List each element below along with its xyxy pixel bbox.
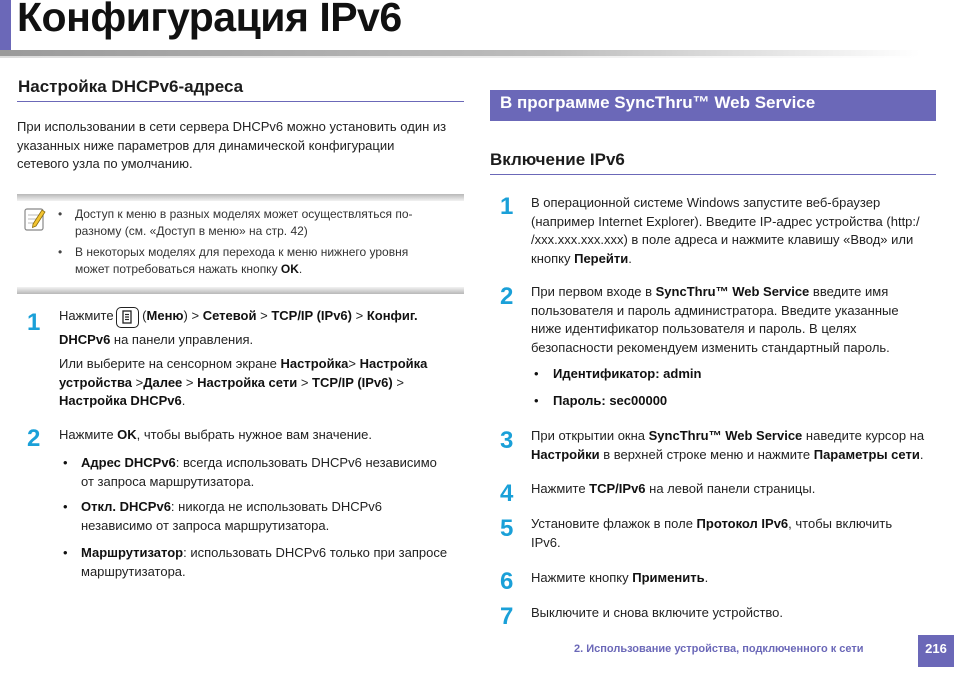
credential-user-id: • Идентификатор: admin [534,366,702,381]
note-bullet-2: • В некоторых моделях для перехода к меню нижнего уровня может потребоваться нажать кнопку OK. [58,245,409,276]
note-bottom-border [17,287,464,294]
option-dhcpv6-off: • Откл. DHCPv6: никогда не использовать DHCPv6 независимо от запроса маршрутизатора. [63,499,383,533]
section-heading-enable-ipv6: Включение IPv6 [490,150,625,169]
note-top-border [17,194,464,201]
syncthru-banner-title: В программе SyncThru™ Web Service [500,93,816,112]
note-bullet-1: • Доступ к меню в разных моделях может осуществляться по- разному (см. «Доступ в меню» на стр. 42) [58,207,413,238]
right-step-number-3: 3 [500,427,514,454]
menu-button-icon [116,307,139,328]
option-dhcpv6-address: • Адрес DHCPv6: всегда использовать DHCPv6 независимо от запроса маршрутизатора. [63,455,437,489]
page-title: Конфигурация IPv6 [17,0,402,40]
right-step-number-5: 5 [500,515,514,542]
right-step-5-text: Установите флажок в поле Протокол IPv6, чтобы включить IPv6. [531,516,893,550]
section-divider-right [490,174,936,175]
right-step-1-text: В операционной системе Windows запустите веб-браузер (например Internet Explorer). Введите IP-адрес устройства (http:/ /xxx.xxx.xxx.xxx) в поле адреса и нажмите клавишу «Ввод» или кнопку Перейти. [531,195,920,266]
note-pencil-icon [24,206,46,232]
section-heading-dhcpv6: Настройка DHCPv6-адреса [18,77,244,96]
right-step-number-4: 4 [500,480,514,507]
right-step-2-text: При первом входе в SyncThru™ Web Service введите имя пользователя и пароль администратора. Введите указанные ниже идентификатор пользователя и пароль. В целях безопасности рекомендуем изменить стандартный пароль. [531,284,899,355]
page-number: 216 [918,635,954,667]
option-router: • Маршрутизатор: использовать DHCPv6 только при запросе маршрутизатора. [63,545,448,579]
right-step-number-6: 6 [500,568,514,595]
intro-paragraph: При использовании в сети сервера DHCPv6 можно установить один из указанных ниже параметров для динамической конфигурации сетевого узла по умолчанию. [17,119,447,171]
title-divider-shadow [0,56,920,58]
credential-password: • Пароль: sec00000 [534,393,668,408]
step-2-text: Нажмите OK, чтобы выбрать нужное вам значение. [59,427,372,442]
step-1-alt-text: Или выберите на сенсорном экране Настройка> Настройка устройства >Далее > Настройка сети > TCP/IP (IPv6) > Настройка DHCPv6. [59,356,428,408]
right-step-7-text: Выключите и снова включите устройство. [531,605,784,620]
section-divider [17,101,464,102]
step-number-2: 2 [27,425,41,452]
right-step-number-1: 1 [500,193,514,220]
step-1-text: Нажмите (Меню) > Сетевой > TCP/IP (IPv6) > Конфиг. DHCPv6 на панели управления. [59,308,418,347]
right-step-number-7: 7 [500,603,514,630]
right-step-number-2: 2 [500,283,514,310]
right-step-3-text: При открытии окна SyncThru™ Web Service наведите курсор на Настройки в верхней строке меню и нажмите Параметры сети. [531,428,925,462]
right-step-4-text: Нажмите TCP/IPv6 на левой панели страницы. [531,481,816,496]
footer-chapter-link[interactable]: 2. Использование устройства, подключенного к сети [574,643,864,655]
title-accent-bar [0,0,11,52]
step-number-1: 1 [27,309,41,336]
right-step-6-text: Нажмите кнопку Применить. [531,570,709,585]
